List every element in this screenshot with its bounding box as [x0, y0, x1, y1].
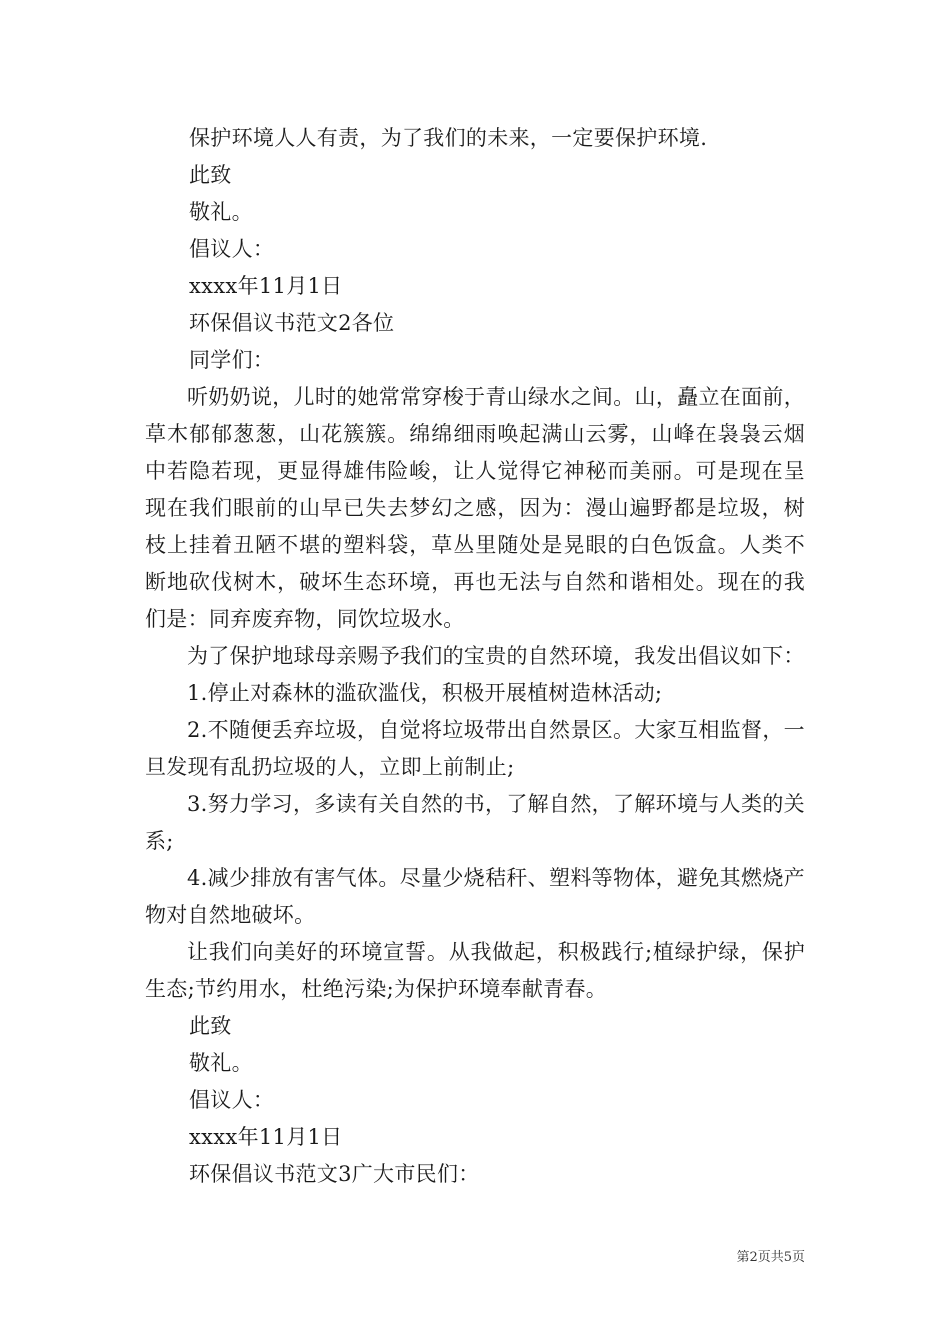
text-line: 倡议人： [189, 237, 275, 261]
list-item: 4.减少排放有害气体。尽量少烧秸秆、塑料等物体，避免其燃烧产物对自然地破坏。 [145, 866, 805, 927]
text-line: 敬礼。 [189, 200, 253, 224]
page-number: 第2页共5页 [736, 1250, 805, 1265]
list-item: 3.努力学习，多读有关自然的书，了解自然，了解环境与人类的关系; [145, 792, 805, 853]
date-line: xxxx年11月1日 [189, 274, 343, 298]
text-line: 保护环境人人有责，为了我们的未来，一定要保护环境. [189, 126, 708, 150]
text-line: 敬礼。 [189, 1051, 253, 1075]
section-heading: 环保倡议书范文3广大市民们： [189, 1162, 480, 1186]
list-item: 1.停止对森林的滥砍滥伐，积极开展植树造林活动; [187, 681, 663, 705]
salutation: 同学们： [189, 348, 275, 372]
text-line: 倡议人： [189, 1088, 275, 1112]
paragraph: 让我们向美好的环境宣誓。从我做起，积极践行;植绿护绿，保护生态;节约用水，杜绝污染;为保护环境奉献青春。 [145, 940, 805, 1001]
list-item: 2.不随便丢弃垃圾，自觉将垃圾带出自然景区。大家互相监督，一旦发现有乱扔垃圾的人，立即上前制止; [145, 718, 805, 779]
paragraph: 听奶奶说，儿时的她常常穿梭于青山绿水之间。山，矗立在面前，草木郁郁葱葱，山花簇簇。绵绵细雨唤起满山云雾，山峰在袅袅云烟中若隐若现，更显得雄伟险峻，让人觉得它神秘而美丽。可是现在呈现在我们眼前的山早已失去梦幻之感，因为：漫山遍野都是垃圾，树枝上挂着丑陋不堪的塑料袋，草丛里随处是晃眼的白色饭盒。人类不断地砍伐树木，破坏生态环境，再也无法与自然和谐相处。现在的我们是：同弃废弃物，同饮垃圾水。 [145, 385, 805, 631]
text-line: 此致 [189, 1014, 232, 1038]
section-heading: 环保倡议书范文2各位 [189, 311, 395, 335]
paragraph: 为了保护地球母亲赐予我们的宝贵的自然环境，我发出倡议如下： [187, 644, 805, 668]
document-body [145, 120, 805, 1193]
date-line: xxxx年11月1日 [189, 1125, 343, 1149]
text-line: 此致 [189, 163, 232, 187]
